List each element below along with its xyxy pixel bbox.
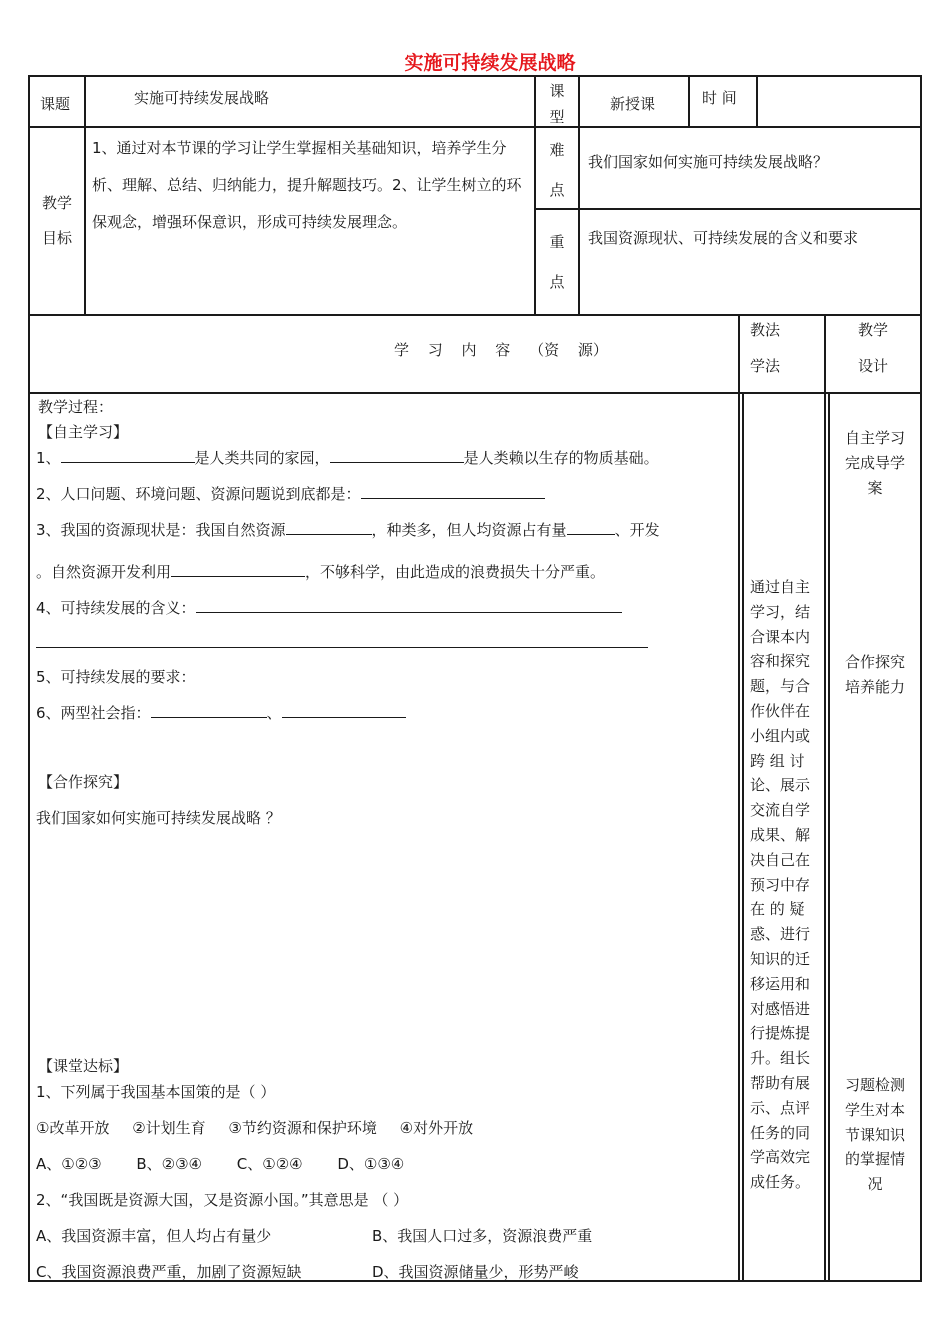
question-2 [36, 483, 545, 504]
test-question-1-choices: A、①②③ B、②③④ C、①②④ D、①③④ [36, 1155, 405, 1173]
difficulty-label: 难点 [549, 141, 565, 199]
content-header-title: 学 习 内 容 （资 源） [394, 341, 608, 359]
test-question-2: 2、“我国既是资源大国，又是资源小国。”其意思是 （ ） [36, 1191, 409, 1209]
method-line: 成果、解 [750, 825, 811, 844]
design-line: 自主学习 [844, 429, 905, 447]
question-6-sep: 、 [266, 704, 282, 722]
question-1 [36, 447, 659, 468]
table-border [534, 75, 536, 316]
design-note-self-study [830, 426, 920, 500]
table-border [534, 208, 922, 210]
answer-blank[interactable] [196, 597, 622, 613]
method-line: 惑、进行 [750, 925, 811, 944]
question-3-text-b: ，种类多，但人均资源占有量 [371, 521, 567, 539]
method-line: 成任务。 [750, 1173, 811, 1192]
table-border [756, 75, 758, 128]
method-line: 通过自主 [750, 578, 811, 596]
test-question-1: 1、下列属于我国基本国策的是（ ） [36, 1083, 276, 1101]
method-line: 容和探究 [750, 652, 811, 671]
answer-blank[interactable] [282, 702, 406, 718]
method-line: 决自己在 [750, 850, 811, 869]
design-line: 习题检测 [844, 1076, 905, 1094]
method-line: 示、点评 [750, 1098, 811, 1117]
method-line: 帮助有展 [750, 1073, 811, 1092]
test-question-1-options: ①改革开放 ②计划生育 ③节约资源和保护环境 ④对外开放 [36, 1119, 474, 1137]
answer-blank[interactable] [171, 561, 305, 577]
question-5: 5、可持续发展的要求： [36, 668, 196, 686]
question-1-text-b: 是人类赖以生存的物质基础。 [463, 449, 659, 467]
table-border [920, 75, 922, 1282]
difficulty-text: 我们国家如何实施可持续发展战略？ [588, 153, 829, 171]
self-study-heading: 【自主学习】 [38, 423, 129, 441]
method-column-text [750, 575, 822, 1195]
question-4-text: 4、可持续发展的含义： [36, 599, 196, 617]
table-border [28, 75, 30, 1282]
type-value: 新授课 [610, 95, 656, 113]
table-border [84, 75, 86, 316]
method-line: 论、展示 [750, 776, 811, 795]
design-line: 培养能力 [844, 677, 905, 696]
method-line: 题，与合 [750, 677, 811, 696]
answer-blank[interactable] [330, 447, 464, 463]
test-question-2-option-b: B、我国人口过多，资源浪费严重 [372, 1227, 593, 1245]
design-line: 况 [867, 1175, 883, 1194]
method-line: 移运用和 [750, 974, 811, 993]
method-line: 学习，结 [750, 602, 811, 621]
table-border [688, 75, 690, 128]
method-label-teach: 教法 [750, 321, 781, 339]
question-1-number: 1、 [36, 449, 61, 467]
question-4 [36, 597, 622, 618]
test-question-2-option-d: D、我国资源储量少，形势严峻 [372, 1263, 579, 1281]
design-line: 节课知识 [844, 1125, 905, 1144]
design-note-testing [830, 1073, 920, 1197]
method-line: 预习中存 [750, 875, 811, 894]
document-title: 实施可持续发展战略 [404, 52, 576, 74]
design-note-cooperation [830, 650, 920, 700]
key-point-text: 我国资源现状、可持续发展的含义和要求 [588, 229, 859, 247]
test-question-2-option-c: C、我国资源浪费严重，加剧了资源短缺 [36, 1263, 302, 1281]
question-3-text-e: ，不够科学，由此造成的浪费损失十分严重。 [305, 563, 606, 581]
topic-value: 实施可持续发展战略 [134, 89, 270, 107]
coop-question: 我们国家如何实施可持续发展战略 ？ [36, 809, 281, 827]
type-label: 课型 [549, 82, 565, 127]
method-line: 升。组长 [750, 1049, 811, 1068]
method-line: 作伙伴在 [750, 701, 811, 720]
answer-line[interactable] [36, 647, 648, 648]
table-border [28, 392, 922, 394]
table-border [28, 75, 922, 77]
answer-blank[interactable] [567, 519, 615, 535]
method-line: 知识的迁 [750, 949, 811, 968]
coop-heading: 【合作探究】 [38, 773, 129, 791]
answer-blank[interactable] [286, 519, 372, 535]
question-3-text-c: 、开发 [614, 521, 660, 539]
design-line: 学生对本 [844, 1100, 905, 1119]
process-label: 教学过程： [38, 398, 114, 416]
table-border [742, 392, 744, 1282]
table-border [738, 314, 740, 1282]
question-3 [36, 519, 660, 540]
table-border [28, 314, 922, 316]
question-3-cont [36, 561, 605, 582]
method-line: 任务的同 [750, 1123, 811, 1142]
design-label-1: 教学 [858, 321, 889, 339]
design-line: 案 [867, 478, 883, 497]
method-label-learn: 学法 [750, 357, 781, 375]
table-border [28, 126, 922, 128]
test-question-2-option-a: A、我国资源丰富，但人均占有量少 [36, 1227, 272, 1245]
question-6 [36, 702, 406, 723]
answer-blank[interactable] [61, 447, 195, 463]
key-point-label: 重点 [549, 233, 565, 291]
answer-blank[interactable] [151, 702, 267, 718]
method-line: 对感悟进 [750, 999, 811, 1018]
method-line: 学高效完 [750, 1148, 811, 1167]
question-6-text: 6、两型社会指： [36, 704, 151, 722]
class-heading: 【课堂达标】 [38, 1057, 129, 1075]
design-line: 完成导学 [844, 453, 905, 472]
question-3-text-d: 。自然资源开发利用 [36, 563, 172, 581]
objectives-label: 教学目标 [41, 194, 72, 247]
method-line: 合课本内 [750, 627, 811, 646]
objectives-text: 1、通过对本节课的学习让学生掌握相关基础知识，培养学生分析、理解、总结、归纳能力，提升解题技巧。2、让学生树立的环保观念，增强环保意识，形成可持续发展理念。 [92, 139, 522, 231]
table-border [578, 75, 580, 316]
answer-blank[interactable] [361, 483, 545, 499]
method-line: 交流自学 [750, 801, 811, 820]
time-label: 时 间 [702, 89, 737, 107]
topic-label: 课题 [40, 95, 71, 113]
design-line: 合作探究 [844, 653, 905, 671]
question-2-text: 2、人口问题、环境问题、资源问题说到底都是： [36, 485, 361, 503]
method-line: 小组内或 [750, 726, 811, 745]
method-line: 跨 组 讨 [750, 751, 805, 770]
question-1-text-a: 是人类共同的家园， [194, 449, 330, 467]
table-border [824, 314, 826, 1282]
design-label-2: 设计 [858, 357, 889, 375]
design-line: 的掌握情 [844, 1150, 905, 1169]
method-line: 行提炼提 [750, 1024, 811, 1043]
question-3-text-a: 3、我国的资源现状是：我国自然资源 [36, 521, 286, 539]
method-line: 在 的 疑 [750, 900, 805, 919]
